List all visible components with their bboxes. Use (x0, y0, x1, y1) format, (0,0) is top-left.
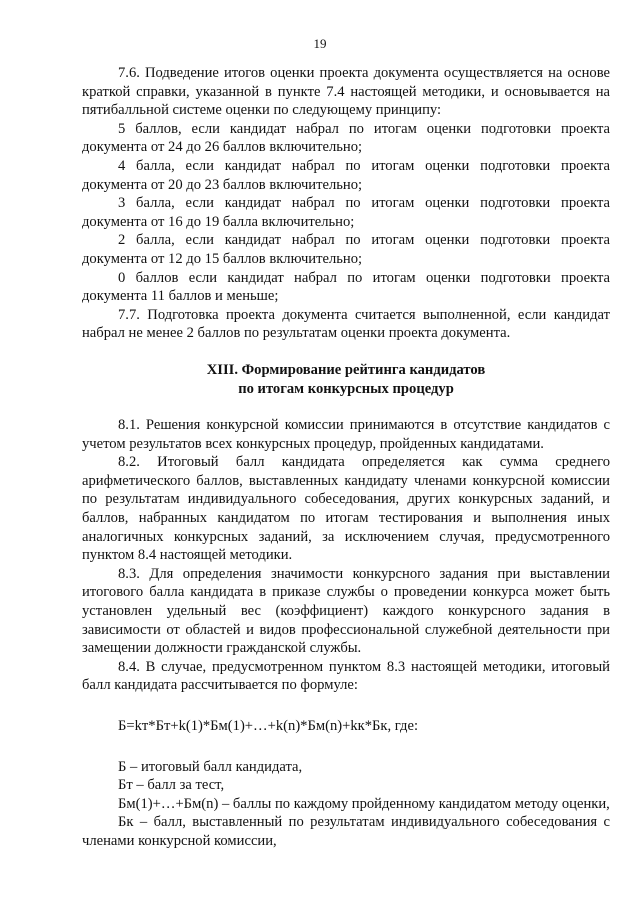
page-content (82, 64, 610, 851)
paragraph-7-7: 7.7. Подготовка проекта документа считается выполненной, если кандидат набрал не менее 2 баллов по результатам оценки проекта документа. (82, 306, 610, 342)
paragraph-8-3: 8.3. Для определения значимости конкурсного задания при выставлении итогового балла кандидата в приказе службы о проведении конкурса может быть установлен удельный вес (коэффициент) каждого конкурсного задания в зависимости от областей и видов профессиональной служебной деятельности при замещении должности гражданской службы. (82, 565, 610, 657)
section-heading (82, 361, 610, 398)
definition-bt: Бт – балл за тест, (118, 777, 225, 794)
paragraph-8-1: 8.1. Решения конкурсной комиссии принимаются в отсутствие кандидатов с учетом результатов всех конкурсных процедур, пройденных кандидатами. (82, 417, 610, 452)
score-2-paragraph: 2 балла, если кандидат набрал по итогам оценки подготовки проекта документа от 12 до 15 баллов включительно; (82, 232, 610, 267)
section-heading-line-2: по итогам конкурсных процедур (238, 380, 454, 397)
definition-bk: Бк – балл, выставленный по результатам индивидуального собеседования с членами конкурсной комиссии, (82, 814, 610, 849)
score-formula: Б=kт*Бт+k(1)*Бм(1)+…+k(n)*Бм(n)+kк*Бк, где: (118, 718, 419, 734)
score-5-paragraph: 5 баллов, если кандидат набрал по итогам оценки подготовки проекта документа от 24 до 26 баллов включительно; (82, 120, 610, 156)
paragraph-8-2: 8.2. Итоговый балл кандидата определяется как сумма среднего арифметического баллов, выставленных кандидату членами конкурсной комиссии по результатам индивидуального собеседования, других конкурсных заданий, и баллов, набранных кандидатом по итогам тестирования и выполнения иных аналогичных конкурсных заданий, за исключением случая, предусмотренного пунктом 8.4 настоящей методики. (82, 454, 610, 564)
paragraph-7-6: 7.6. Подведение итогов оценки проекта документа осуществляется на основе краткой справки, указанной в пункте 7.4 настоящей методики, и основывается на пятибалльной системе оценки по следующему принципу: (82, 65, 610, 119)
definition-bm: Бм(1)+…+Бм(n) – баллы по каждому пройденному кандидатом методу оценки, (118, 795, 610, 812)
score-0-paragraph: 0 баллов если кандидат набрал по итогам оценки подготовки проекта документа 11 баллов и меньше; (82, 269, 610, 305)
paragraph-8-4: 8.4. В случае, предусмотренном пунктом 8.3 настоящей методики, итоговый балл кандидата рассчитывается по формуле: (82, 658, 610, 694)
page-number: 19 (313, 36, 327, 51)
definition-b: Б – итоговый балл кандидата, (118, 758, 303, 775)
section-heading-line-1: XIII. Формирование рейтинга кандидатов (206, 361, 486, 378)
score-4-paragraph: 4 балла, если кандидат набрал по итогам оценки подготовки проекта документа от 20 до 23 баллов включительно; (82, 157, 610, 193)
score-3-paragraph: 3 балла, если кандидат набрал по итогам оценки подготовки проекта документа от 16 до 19 балла включительно; (82, 195, 610, 230)
